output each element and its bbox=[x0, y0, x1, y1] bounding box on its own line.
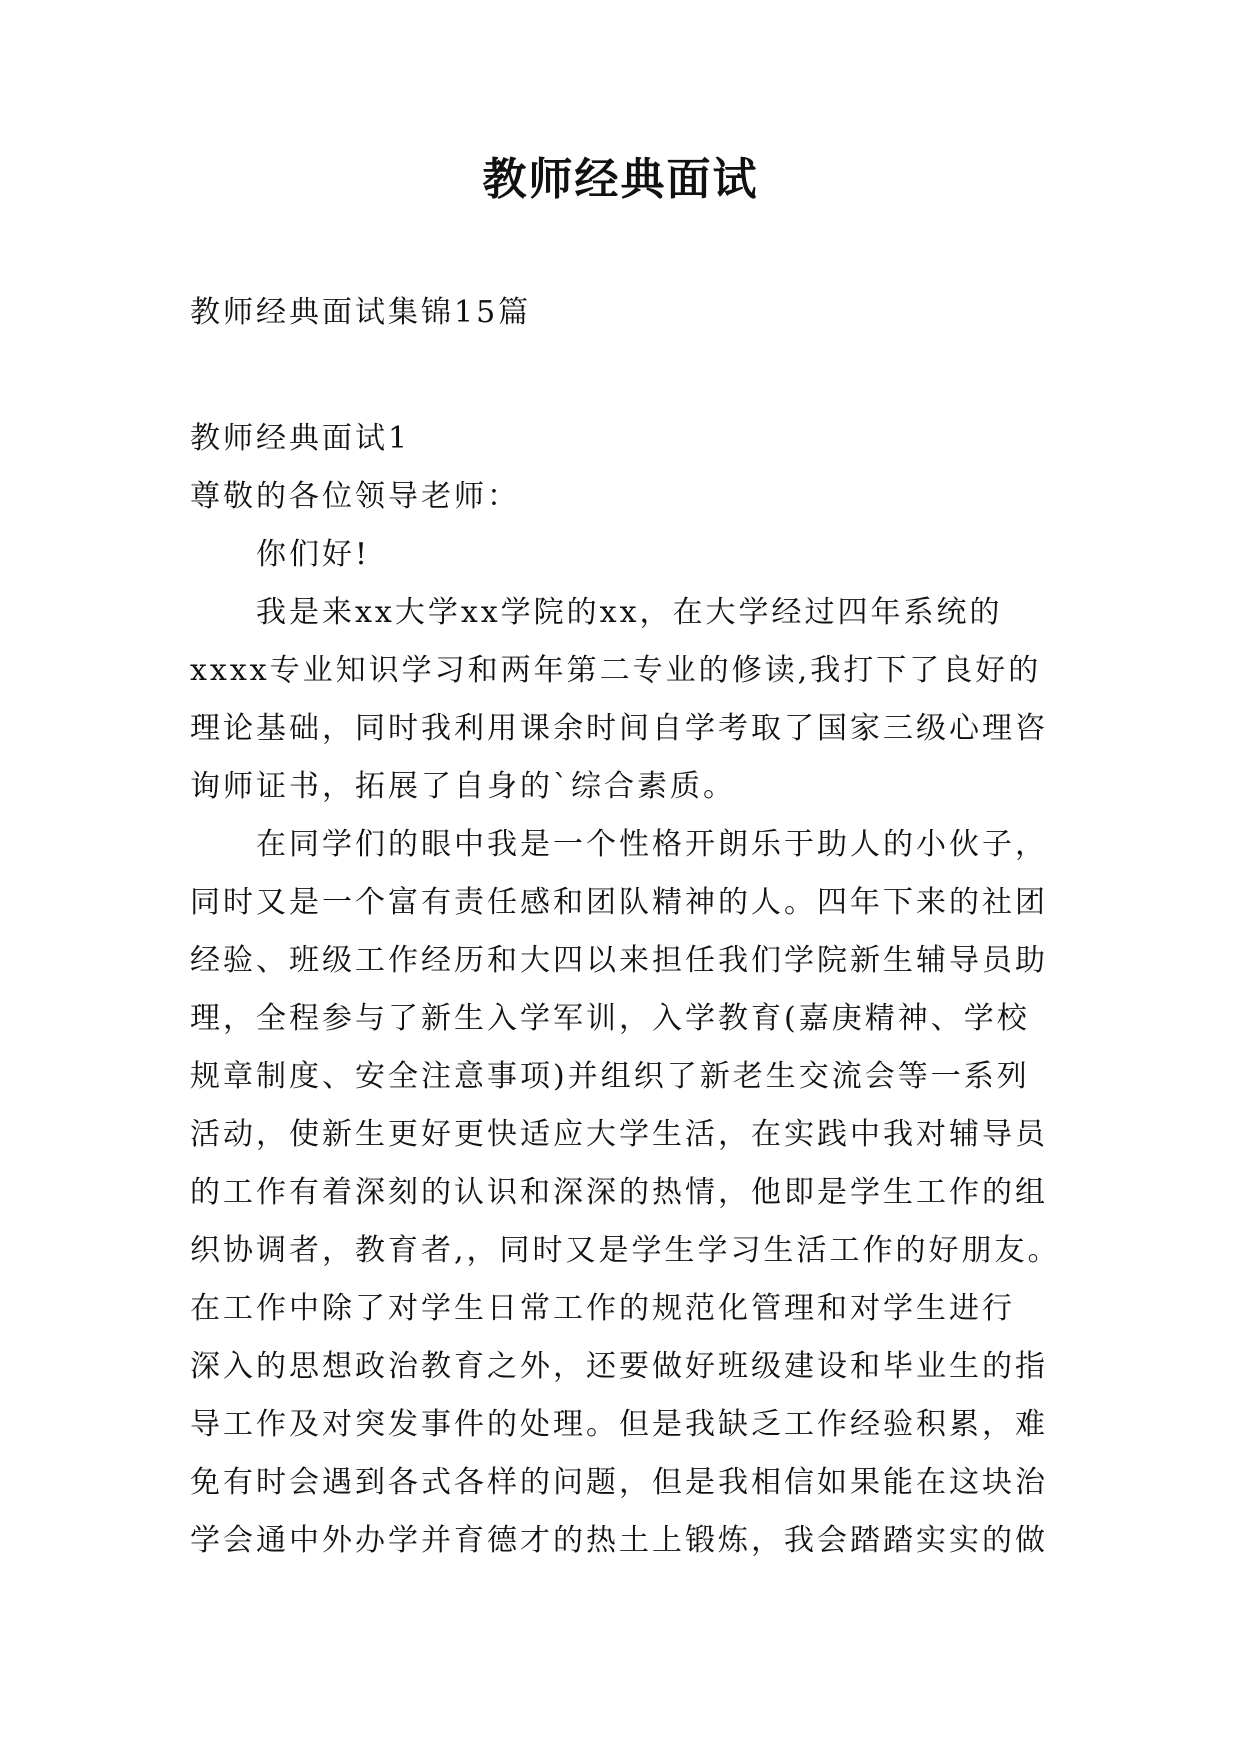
paragraph-line: 导工作及对突发事件的处理。但是我缺乏工作经验积累，难 bbox=[190, 1407, 1048, 1442]
greeting: 你们好! bbox=[256, 537, 371, 572]
paragraph-line: 深入的思想政治教育之外，还要做好班级建设和毕业生的指 bbox=[190, 1349, 1048, 1384]
paragraph-line: 规章制度、安全注意事项)并组织了新老生交流会等一系列 bbox=[190, 1059, 1030, 1094]
paragraph-line: 的工作有着深刻的认识和深深的热情，他即是学生工作的组 bbox=[190, 1175, 1048, 1210]
paragraph-line: 同时又是一个富有责任感和团队精神的人。四年下来的社团 bbox=[190, 885, 1048, 920]
section-heading: 教师经典面试1 bbox=[190, 421, 411, 456]
paragraph-2 bbox=[190, 816, 1061, 1570]
document-subtitle: 教师经典面试集锦15篇 bbox=[190, 295, 532, 330]
paragraph-line: 学会通中外办学并育德才的热土上锻炼，我会踏踏实实的做 bbox=[190, 1523, 1048, 1558]
paragraph-1 bbox=[190, 584, 1058, 816]
paragraph-line: xxxx专业知识学习和两年第二专业的修读,我打下了良好的 bbox=[190, 653, 1042, 688]
document-body bbox=[190, 410, 1061, 1570]
paragraph-line: 理，全程参与了新生入学军训，入学教育(嘉庚精神、学校 bbox=[190, 1001, 1030, 1036]
paragraph-line: 我是来xx大学xx学院的xx，在大学经过四年系统的 bbox=[256, 595, 1003, 630]
paragraph-line: 织协调者，教育者,，同时又是学生学习生活工作的好朋友。 bbox=[190, 1233, 1061, 1268]
paragraph-line: 活动，使新生更好更快适应大学生活，在实践中我对辅导员 bbox=[190, 1117, 1048, 1152]
paragraph-line: 在同学们的眼中我是一个性格开朗乐于助人的小伙子， bbox=[256, 827, 1048, 862]
paragraph-line: 理论基础，同时我利用课余时间自学考取了国家三级心理咨 bbox=[190, 711, 1048, 746]
document-title: 教师经典面试 bbox=[482, 154, 759, 205]
paragraph-line: 在工作中除了对学生日常工作的规范化管理和对学生进行 bbox=[190, 1291, 1015, 1326]
paragraph-line: 免有时会遇到各式各样的问题，但是我相信如果能在这块治 bbox=[190, 1465, 1048, 1500]
paragraph-line: 经验、班级工作经历和大四以来担任我们学院新生辅导员助 bbox=[190, 943, 1048, 978]
paragraph-line: 询师证书，拓展了自身的`综合素质。 bbox=[190, 769, 736, 804]
salutation: 尊敬的各位领导老师： bbox=[190, 479, 520, 514]
